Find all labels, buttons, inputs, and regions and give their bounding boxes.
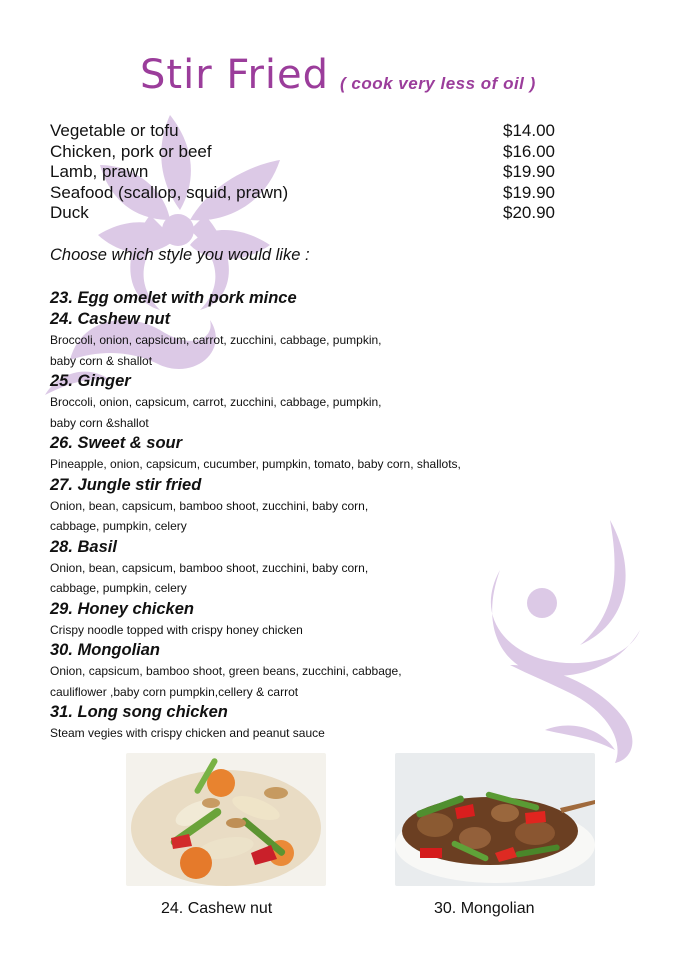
price-value: $14.00 [503, 121, 555, 140]
item-description: Crispy noodle topped with crispy honey chicken [50, 622, 303, 637]
price-value: $20.90 [503, 203, 555, 222]
item-description: Broccoli, onion, capsicum, carrot, zucchini, cabbage, pumpkin, [50, 395, 382, 409]
price-value: $19.90 [503, 162, 555, 181]
item-title: 24. Cashew nut [50, 310, 171, 328]
menu-title: Stir Fried [140, 52, 330, 98]
price-list [50, 121, 555, 224]
item-description: cabbage, pumpkin, celery [50, 581, 187, 595]
item-title: 23. Egg omelet with pork mince [50, 289, 297, 307]
item-description: Onion, bean, capsicum, bamboo shoot, zucchini, baby corn, [50, 498, 369, 513]
style-prompt: Choose which style you would like : [50, 246, 310, 264]
item-description: Broccoli, onion, capsicum, carrot, zucchini, cabbage, pumpkin, [50, 333, 382, 347]
price-label: Chicken, pork or beef [50, 141, 212, 161]
price-row [50, 142, 555, 163]
photo-caption: 30. Mongolian [434, 900, 535, 917]
item-description: cauliflower ,baby corn pumpkin,cellery & carrot [50, 684, 299, 699]
item-title: 31. Long song chicken [50, 703, 228, 721]
item-description: baby corn &shallot [50, 415, 149, 430]
item-description: Pineapple, onion, capsicum, cucumber, pumpkin, tomato, baby corn, shallots, [50, 457, 461, 471]
style-list [50, 288, 570, 744]
price-label: Duck [50, 203, 89, 222]
item-description: Onion, bean, capsicum, bamboo shoot, zucchini, baby corn, [50, 560, 369, 575]
menu-subtitle: ( cook very less of oil ) [340, 74, 536, 93]
cashew-nut-photo [126, 753, 326, 886]
item-description: baby corn & shallot [50, 353, 153, 368]
item-title: 30. Mongolian [50, 641, 161, 659]
price-value: $16.00 [503, 141, 555, 161]
price-row [50, 121, 555, 142]
item-title: 29. Honey chicken [50, 599, 194, 618]
item-title: 27. Jungle stir fried [50, 475, 202, 494]
item-title: 28. Basil [50, 537, 117, 556]
price-label: Seafood (scallop, squid, prawn) [50, 182, 289, 202]
price-row [50, 162, 555, 183]
item-description: Onion, capsicum, bamboo shoot, green beans, zucchini, cabbage, [50, 664, 402, 678]
photo-caption: 24. Cashew nut [161, 900, 273, 917]
price-row [50, 203, 555, 224]
price-label: Vegetable or tofu [50, 121, 179, 140]
price-label: Lamb, prawn [50, 162, 149, 181]
item-title: 26. Sweet & sour [50, 434, 183, 452]
mongolian-photo [395, 753, 595, 886]
item-description: Steam vegies with crispy chicken and peanut sauce [50, 726, 325, 740]
item-description: cabbage, pumpkin, celery [50, 519, 187, 533]
price-row [50, 183, 555, 204]
item-title: 25. Ginger [50, 372, 131, 390]
price-value: $19.90 [503, 182, 555, 202]
